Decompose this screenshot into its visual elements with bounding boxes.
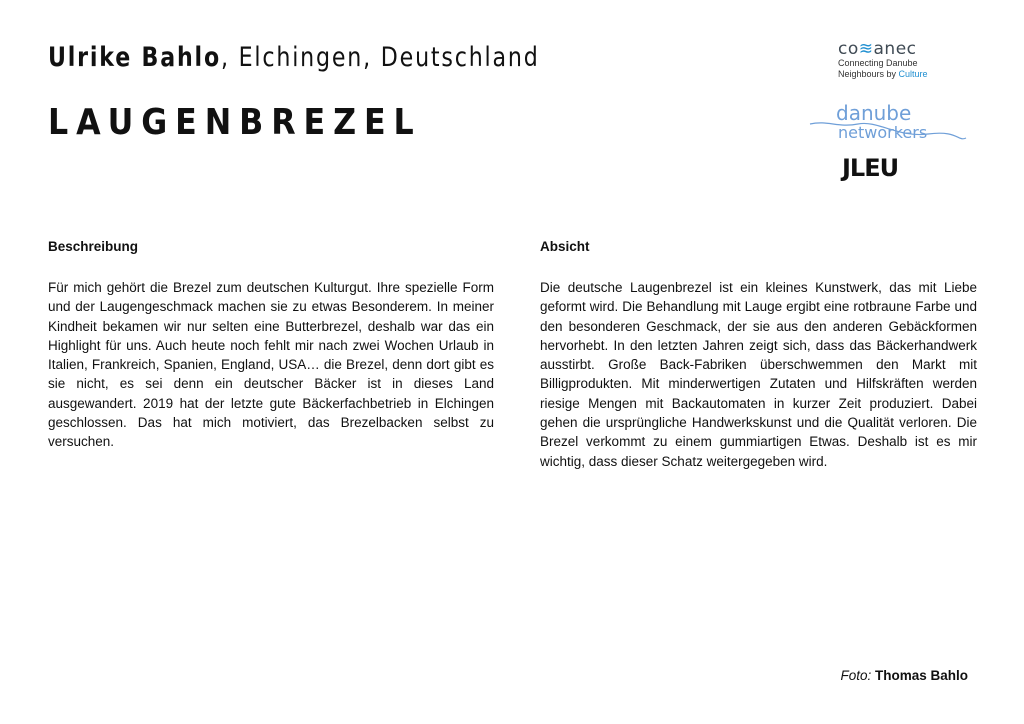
photo-credit [840,667,968,685]
coanec-word-part1: co [838,39,859,59]
intention-heading: Absicht [540,239,590,254]
coanec-logo [838,40,938,80]
danube-networkers-logo [808,98,968,148]
danube-logo-line2: networkers [838,123,928,142]
photo-credit-label: Foto: [840,668,872,683]
danube-logo-line1: danube [836,101,912,125]
coanec-word-part2: anec [873,39,917,59]
coanec-tagline-2a: Neighbours by [838,69,899,79]
author-line [48,40,540,76]
intention-section [540,238,977,471]
author-name: Ulrike Bahlo [48,42,221,73]
coanec-tagline-2b: Culture [898,69,928,79]
description-text: Für mich gehört die Brezel zum deutschen Kulturgut. Ihre spezielle Form und der Laugengeschmack machen sie zu etwas Besonderem. In meiner Kindheit bekamen wir nur selten eine Butterbrezel, deshalb war das ein Highlight für uns. Auch heute noch fehlt mir nach zwei Wochen Urlaub in Italien, Frankreich, Spanien, England, USA… die Brezel, denn dort gibt es sie nicht, es sei denn ein deutscher Bäcker ist in dieses Land ausgewandert. 2019 hat der letzte gute Bäckerfachbetrieb in Elchingen geschlossen. Das hat mich motiviert, das Brezelbacken selbst zu versuchen. [48,280,494,450]
author-location: , Elchingen, Deutschland [220,42,540,73]
coanec-tagline-2 [838,69,938,80]
description-heading: Beschreibung [48,239,139,254]
intention-text: Die deutsche Laugenbrezel ist ein kleines Kunstwerk, das mit Liebe geformt wird. Die Behandlung mit Lauge ergibt eine rotbraune Farbe und den besonderen Geschmack, der sie aus den anderen Gebäckformen hervorhebt. In den letzten Jahren zeigt sich, dass das Bäckerhandwerk ausstirbt. Große Back-Fabriken überschwemmen den Markt mit Billigprodukten. Mit minderwertigen Zutaten und Hilfskräften werden riesige Mengen mit Backautomaten in kurzer Zeit produziert. Dabei gehen die ursprüngliche Handwerkskunst und die Qualität verloren. Die Brezel verkommt zu einem gummiartigen Etwas. Deshalb ist es mir wichtig, dass dieser Schatz weitergegeben wird. [540,280,977,469]
page-title: LAUGENBREZEL [48,102,422,143]
coanec-wordmark [838,40,938,58]
description-section [48,238,494,452]
photo-credit-name: Thomas Bahlo [874,668,968,683]
coanec-tagline-1: Connecting Danube [838,58,918,68]
wave-icon: ≋ [858,39,874,59]
jleu-logo: JLEU [842,154,899,182]
